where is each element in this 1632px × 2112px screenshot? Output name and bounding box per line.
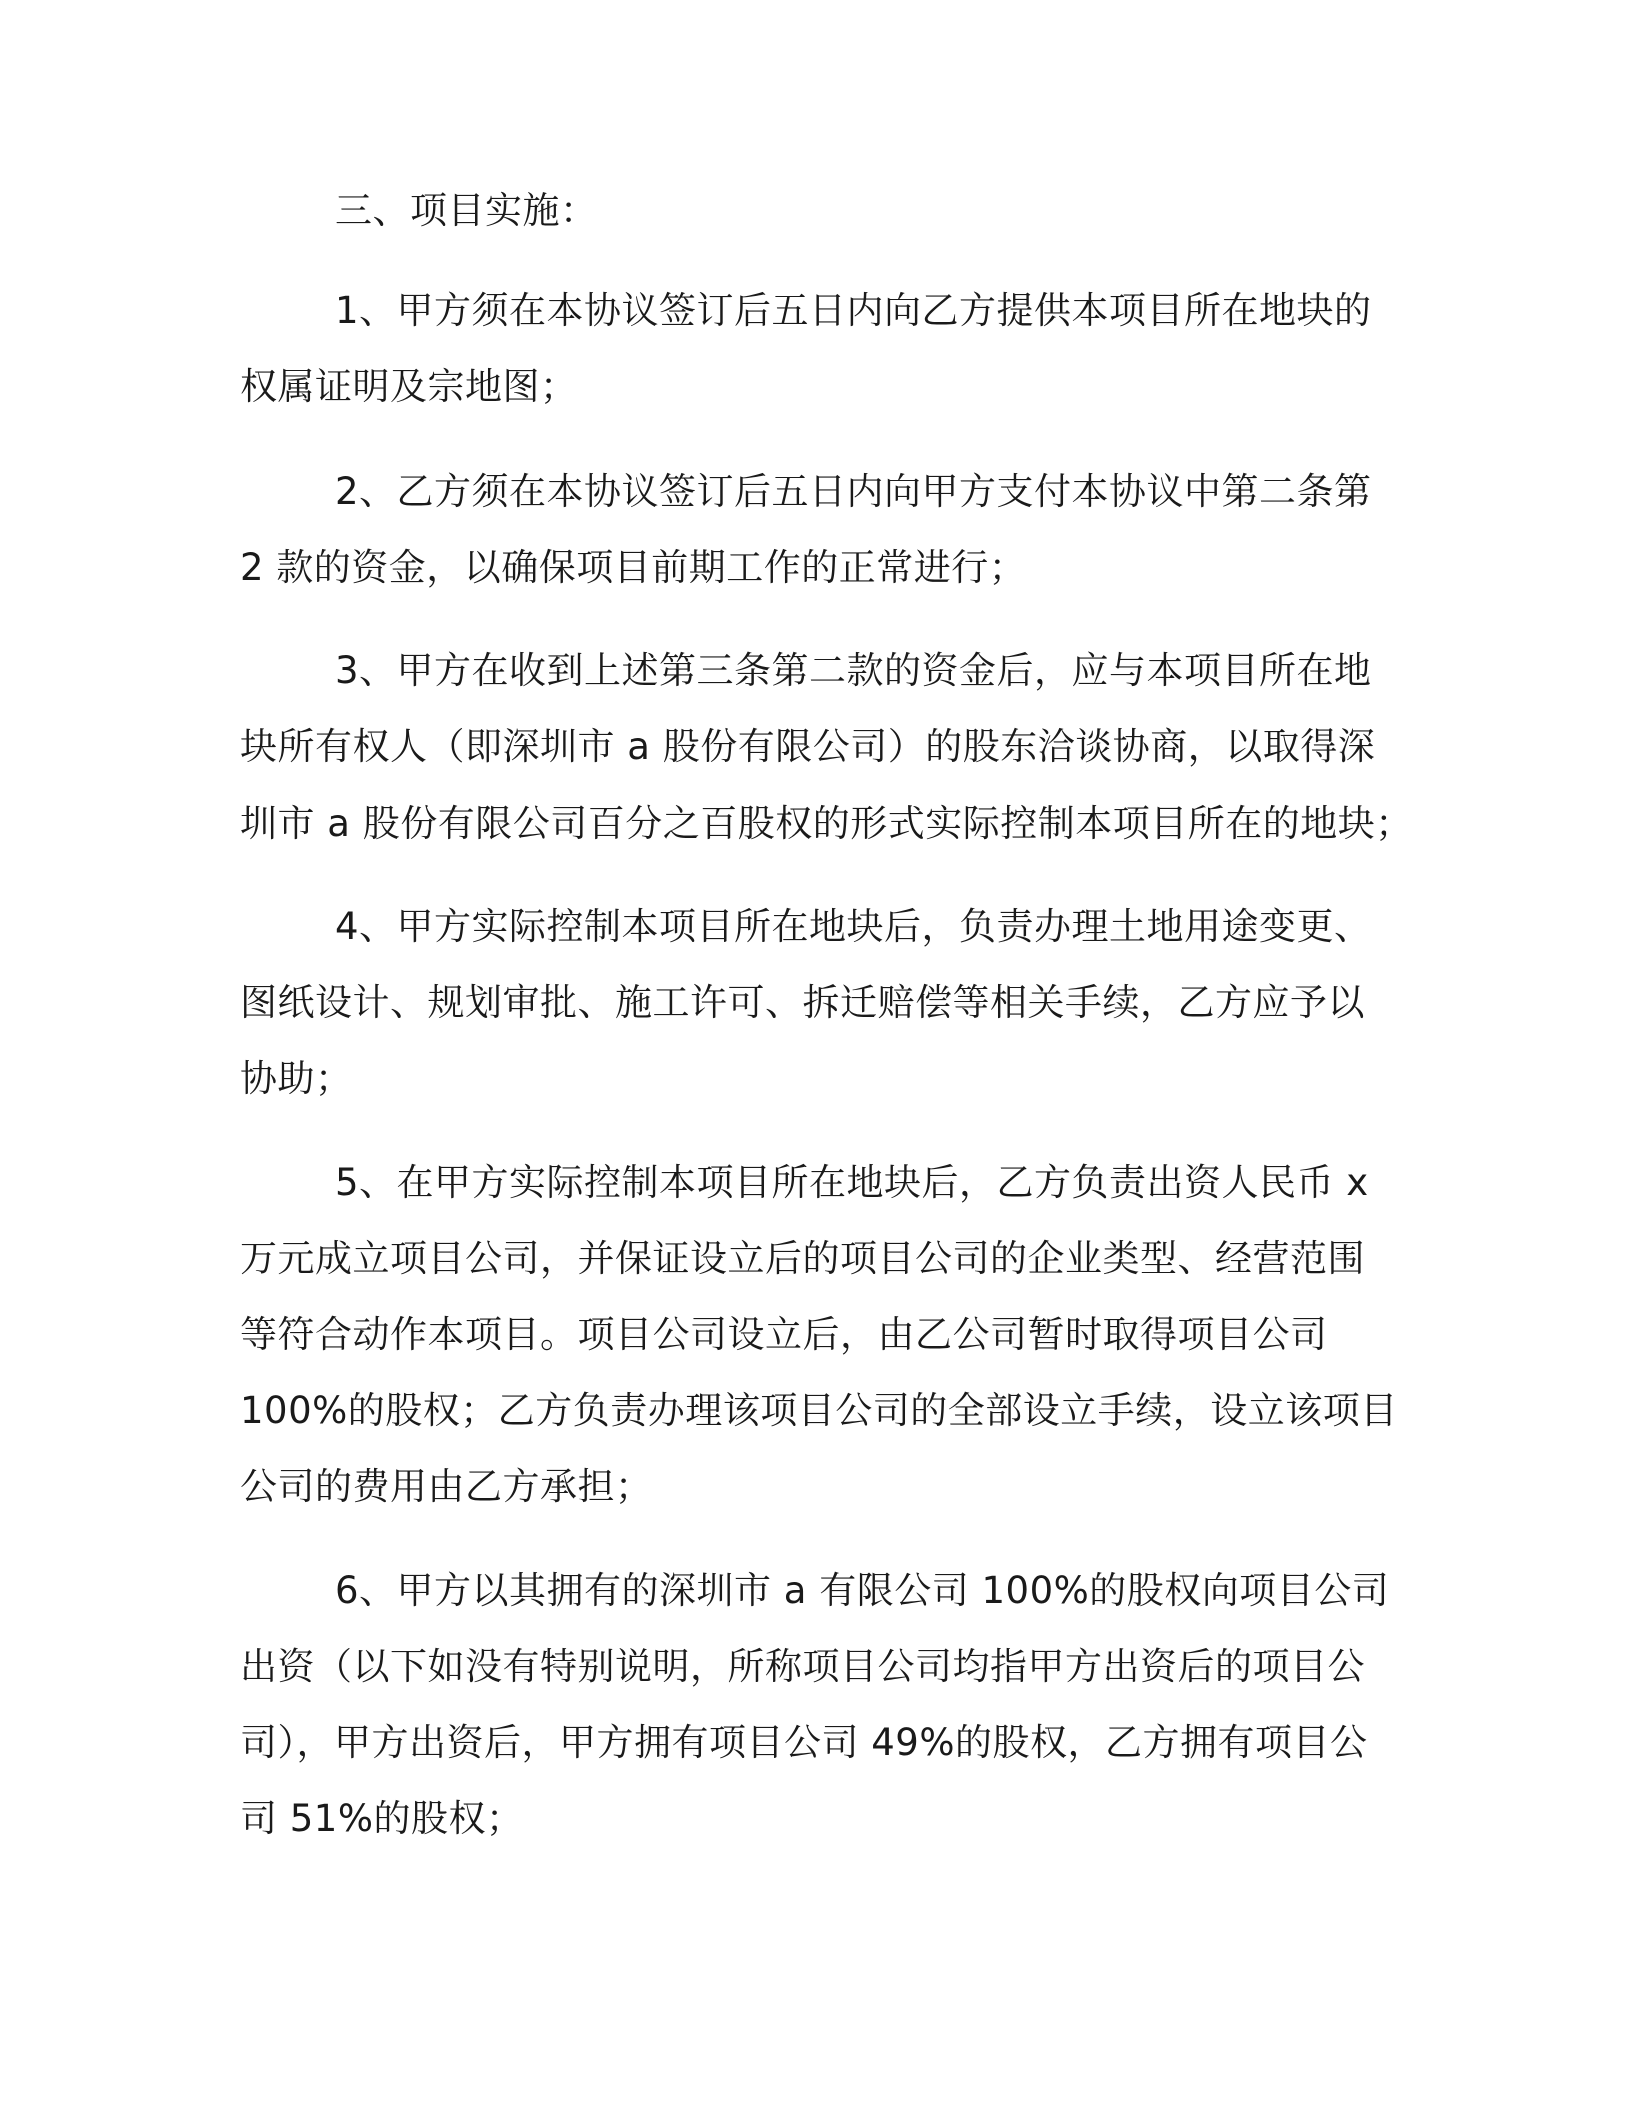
section-heading: 三、项目实施： bbox=[335, 189, 598, 232]
clause-4-line-3: 协助； bbox=[240, 1057, 353, 1100]
clause-5-line-1: 5、在甲方实际控制本项目所在地块后，乙方负责出资人民币 x bbox=[335, 1161, 1369, 1204]
clause-3-line-2: 块所有权人（即深圳市 a 股份有限公司）的股东洽谈协商，以取得深 bbox=[240, 725, 1376, 768]
clause-4-line-1: 4、甲方实际控制本项目所在地块后，负责办理土地用途变更、 bbox=[335, 905, 1372, 948]
clause-2-line-1: 2、乙方须在本协议签订后五日内向甲方支付本协议中第二条第 bbox=[335, 470, 1372, 513]
clause-1-line-2: 权属证明及宗地图； bbox=[240, 365, 578, 408]
clause-6-line-4: 司 51%的股权； bbox=[240, 1797, 524, 1840]
clause-2-line-2: 2 款的资金，以确保项目前期工作的正常进行； bbox=[240, 546, 1027, 589]
clause-3-line-1: 3、甲方在收到上述第三条第二款的资金后，应与本项目所在地 bbox=[335, 649, 1372, 692]
clause-6-line-3: 司），甲方出资后，甲方拥有项目公司 49%的股权，乙方拥有项目公 bbox=[240, 1721, 1368, 1764]
clause-5-line-4: 100%的股权；乙方负责办理该项目公司的全部设立手续，设立该项目 bbox=[240, 1389, 1398, 1432]
clause-5-line-3: 等符合动作本项目。项目公司设立后，由乙公司暂时取得项目公司 bbox=[240, 1313, 1328, 1356]
clause-6-line-1: 6、甲方以其拥有的深圳市 a 有限公司 100%的股权向项目公司 bbox=[335, 1569, 1390, 1612]
clause-6-line-2: 出资（以下如没有特别说明，所称项目公司均指甲方出资后的项目公 bbox=[240, 1645, 1365, 1688]
clause-3-line-3: 圳市 a 股份有限公司百分之百股权的形式实际控制本项目所在的地块； bbox=[240, 802, 1413, 845]
clause-5-line-5: 公司的费用由乙方承担； bbox=[240, 1465, 653, 1508]
clause-4-line-2: 图纸设计、规划审批、施工许可、拆迁赔偿等相关手续，乙方应予以 bbox=[240, 981, 1365, 1024]
clause-1-line-1: 1、甲方须在本协议签订后五日内向乙方提供本项目所在地块的 bbox=[335, 289, 1372, 332]
clause-5-line-2: 万元成立项目公司，并保证设立后的项目公司的企业类型、经营范围 bbox=[240, 1237, 1365, 1280]
